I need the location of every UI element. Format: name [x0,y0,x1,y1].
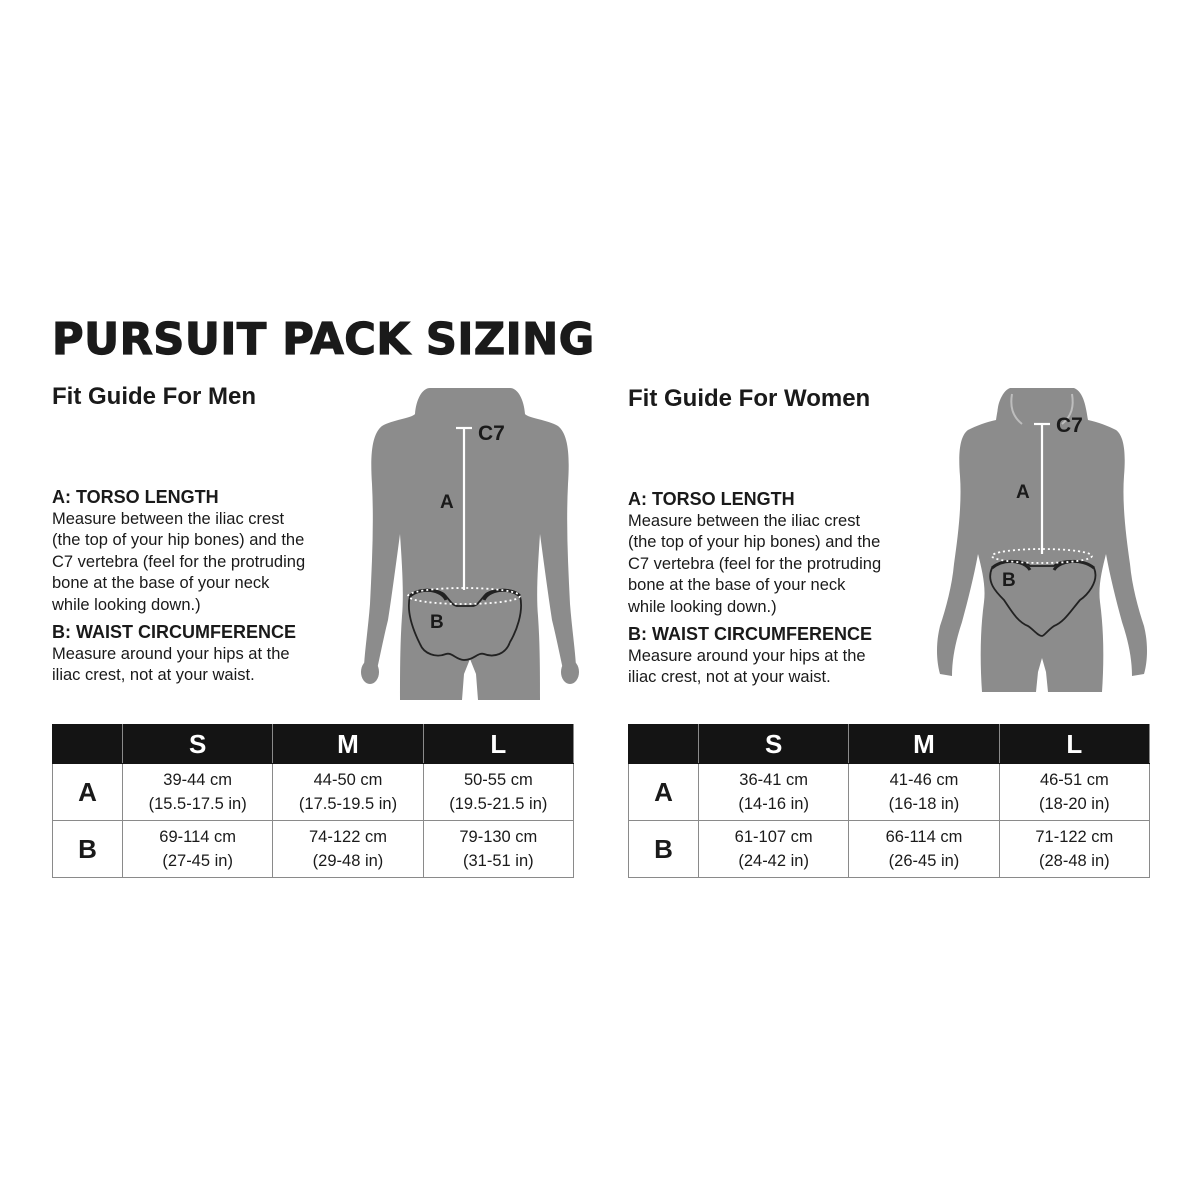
row-label-b: B [629,821,699,878]
table-cell: 69-114 cm (27-45 in) [123,821,273,878]
table-cell: 50-55 cm (19.5-21.5 in) [423,764,573,821]
men-torso-text-line: while looking down.) [52,595,201,614]
women-a-label: A [1016,482,1030,503]
men-torso-text-line: (the top of your hip bones) and the [52,531,305,549]
table-corner-cell [53,725,123,764]
table-corner-cell [629,725,699,764]
men-size-table [52,724,574,878]
table-cell: 66-114 cm (26-45 in) [849,821,999,878]
size-header-s: S [699,725,849,764]
table-row [629,764,1150,821]
table-cell: 46-51 cm (18-20 in) [999,764,1149,821]
size-header-l: L [423,725,573,764]
women-fit-guide-title: Fit Guide For Women [628,385,871,412]
page-title: PURSUIT PACK SIZING [52,314,595,365]
women-torso-text-line: C7 vertebra (feel for the protruding [628,554,882,573]
men-torso-text-line: bone at the base of your neck [52,574,270,592]
men-waist-text-line: iliac crest, not at your waist. [52,666,255,684]
women-torso-text-line: bone at the base of your neck [628,576,846,594]
women-torso-length-heading: A: TORSO LENGTH [628,489,795,509]
table-row [53,821,574,878]
row-label-b: B [53,821,123,878]
women-description [628,489,928,689]
table-cell: 61-107 cm (24-42 in) [699,821,849,878]
women-size-table [628,724,1150,878]
row-label-a: A [629,764,699,821]
women-b-label: B [1002,570,1016,591]
size-header-s: S [123,725,273,764]
men-torso-text-line: Measure between the iliac crest [52,509,285,528]
women-waist-heading: B: WAIST CIRCUMFERENCE [628,624,872,644]
table-cell: 36-41 cm (14-16 in) [699,764,849,821]
size-header-l: L [999,725,1149,764]
women-c7-label: C7 [1056,414,1083,437]
men-b-label: B [430,612,444,633]
men-fit-guide-title: Fit Guide For Men [52,383,256,410]
men-description [52,487,352,687]
table-cell: 79-130 cm (31-51 in) [423,821,573,878]
men-a-label: A [440,492,454,513]
men-torso-length-heading: A: TORSO LENGTH [52,487,219,507]
men-silhouette [364,388,576,700]
row-label-a: A [53,764,123,821]
women-torso-text-line: Measure between the iliac crest [628,511,861,530]
size-header-m: M [273,725,423,764]
table-row [53,764,574,821]
table-cell: 39-44 cm (15.5-17.5 in) [123,764,273,821]
men-c7-label: C7 [478,422,505,445]
women-body-figure [930,386,1152,697]
women-waist-text-line: Measure around your hips at the [628,646,866,665]
table-cell: 41-46 cm (16-18 in) [849,764,999,821]
size-header-m: M [849,725,999,764]
women-torso-text-line: (the top of your hip bones) and the [628,533,881,551]
women-torso-text-line: while looking down.) [628,597,777,616]
table-cell: 71-122 cm (28-48 in) [999,821,1149,878]
table-row [629,821,1150,878]
men-waist-heading: B: WAIST CIRCUMFERENCE [52,622,296,642]
men-body-figure [360,384,580,705]
table-cell: 74-122 cm (29-48 in) [273,821,423,878]
men-torso-text-line: C7 vertebra (feel for the protruding [52,552,306,571]
men-waist-text-line: Measure around your hips at the [52,644,290,663]
women-waist-text-line: iliac crest, not at your waist. [628,668,831,686]
table-cell: 44-50 cm (17.5-19.5 in) [273,764,423,821]
